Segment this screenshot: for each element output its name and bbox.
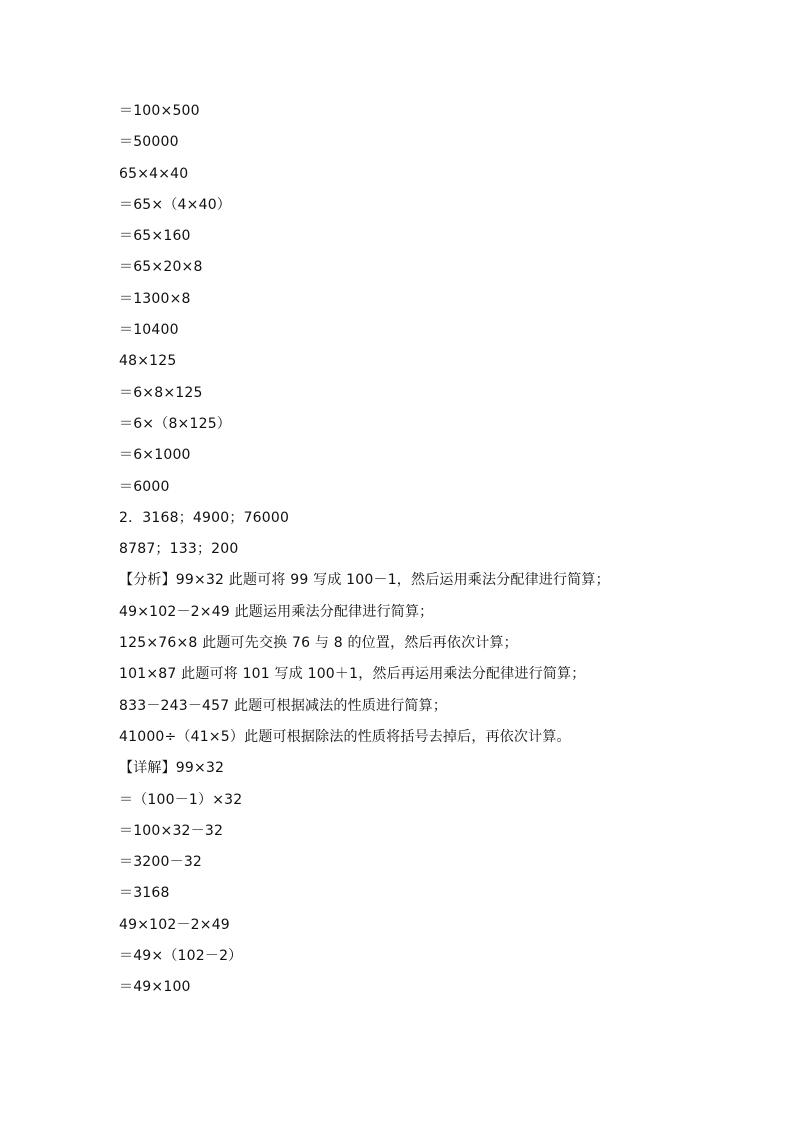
analysis-line: 833－243－457 此题可根据减法的性质进行简算；: [119, 697, 448, 714]
calc-line: ＝100×500: [119, 103, 200, 119]
calc-line: ＝10400: [119, 322, 179, 339]
calc-line: ＝3168: [119, 885, 170, 902]
answer-line: 2．3168；4900；76000: [119, 509, 290, 526]
calc-line: ＝1300×8: [119, 290, 191, 307]
detail-line: 【详解】99×32: [119, 760, 225, 777]
analysis-line: 49×102－2×49 此题运用乘法分配律进行简算；: [119, 603, 434, 620]
answer-line: 8787；133；200: [119, 541, 239, 558]
calc-line: 65×4×40: [119, 165, 189, 182]
calc-line: ＝（100－1）×32: [119, 791, 243, 808]
calc-line: ＝49×（102－2）: [119, 948, 243, 965]
calc-line: ＝65×20×8: [119, 259, 203, 276]
calc-line: ＝6×1000: [119, 447, 191, 464]
calc-line: ＝50000: [119, 134, 179, 151]
calc-line: ＝3200－32: [119, 854, 203, 871]
calc-line: ＝65×160: [119, 228, 191, 245]
analysis-line: 101×87 此题可将 101 写成 100＋1，然后再运用乘法分配律进行简算；: [119, 666, 586, 683]
analysis-line: 41000÷（41×5）此题可根据除法的性质将括号去掉后，再依次计算。: [119, 728, 571, 745]
calc-line: ＝6×8×125: [119, 384, 203, 401]
solution-text: [119, 98, 739, 1006]
calc-line: ＝6×（8×125）: [119, 415, 231, 432]
analysis-line: 【分析】99×32 此题可将 99 写成 100－1，然后运用乘法分配律进行简算；: [119, 572, 610, 589]
calc-line: 48×125: [119, 353, 177, 370]
calc-line: ＝49×100: [119, 979, 191, 996]
calc-line: ＝65×（4×40）: [119, 196, 231, 213]
analysis-line: 125×76×8 此题可先交换 76 与 8 的位置，然后再依次计算；: [119, 635, 518, 652]
calc-line: 49×102－2×49: [119, 916, 230, 933]
calc-line: ＝100×32－32: [119, 822, 224, 839]
calc-line: ＝6000: [119, 478, 170, 495]
